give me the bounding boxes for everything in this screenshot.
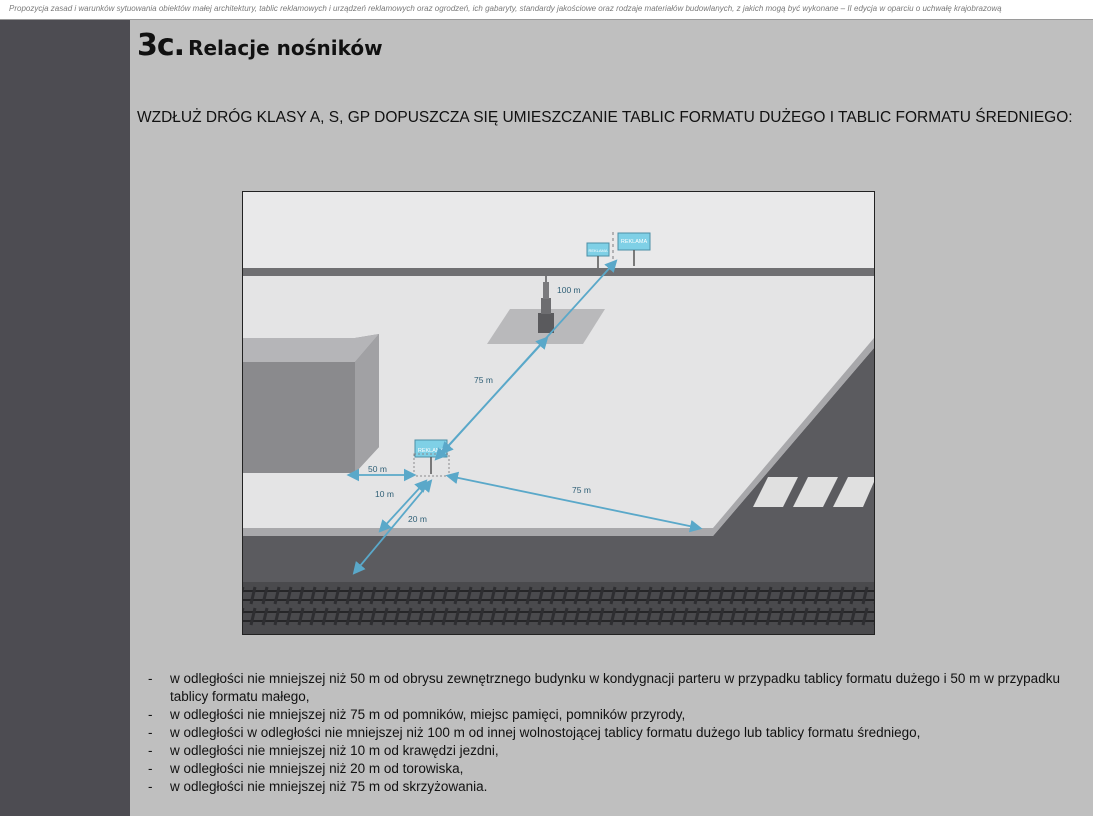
label-50m: 50 m bbox=[368, 464, 387, 474]
section-subtitle: WZDŁUŻ DRÓG KLASY A, S, GP DOPUSZCZA SIĘ UMIESZCZANIE TABLIC FORMATU DUŻEGO I TABLIC FORMATU ŚREDNIEGO: bbox=[137, 109, 1073, 126]
far-background bbox=[243, 192, 874, 270]
list-item: - w odległości nie mniejszej niż 75 m od pomników, miejsc pamięci, pomników przyrody, bbox=[148, 707, 686, 722]
building-top bbox=[243, 334, 379, 362]
building-front bbox=[243, 362, 355, 473]
far-road bbox=[243, 268, 874, 276]
distance-diagram bbox=[242, 191, 875, 635]
document-header bbox=[0, 0, 1093, 20]
svg-text:REKLAMA: REKLAMA bbox=[620, 239, 648, 245]
diagram-svg bbox=[243, 192, 874, 634]
header-text: Propozycja zasad i warunków sytuowania obiektów małej architektury, tablic reklamowych i urządzeń reklamowych oraz ogrodzeń, ich gabaryty, standardy jakościowe oraz rodzaje materiałów budowlanych, z jakich mogą być wykonane – II edycja w oparciu o uchwałę krajobrazową bbox=[9, 4, 1002, 13]
label-75m-crossing: 75 m bbox=[572, 485, 591, 495]
list-item: - w odległości nie mniejszej niż 10 m od krawędzi jezdni, bbox=[148, 743, 499, 758]
list-item: - w odległości nie mniejszej niż 20 m od torowiska, bbox=[148, 761, 464, 776]
section-name: Relacje nośników bbox=[188, 36, 383, 60]
left-sidebar-bar bbox=[0, 20, 130, 816]
label-10m: 10 m bbox=[375, 489, 394, 499]
svg-text:REKLAMA: REKLAMA bbox=[417, 448, 445, 454]
label-100m: 100 m bbox=[557, 285, 581, 295]
label-20m: 20 m bbox=[408, 514, 427, 524]
list-item: - w odległości nie mniejszej niż 75 m od skrzyżowania. bbox=[148, 779, 488, 794]
page-content bbox=[130, 20, 1093, 816]
list-item: - w odległości nie mniejszej niż 50 m od obrysu zewnętrznego budynku w kondygnacji parteru w przypadku tablicy formatu dużego i 50 m w przypadku tablicy formatu małego, bbox=[148, 671, 1060, 704]
svg-text:REKLAMA: REKLAMA bbox=[588, 248, 608, 253]
label-75m-monument: 75 m bbox=[474, 375, 493, 385]
list-item: - w odległości w odległości nie mniejszej niż 100 m od innej wolnostojącej tablicy formatu dużego lub tablicy formatu średniego, bbox=[148, 725, 921, 740]
requirements-list bbox=[148, 670, 1068, 796]
section-title bbox=[137, 28, 383, 63]
section-number: 3c. bbox=[137, 28, 185, 63]
